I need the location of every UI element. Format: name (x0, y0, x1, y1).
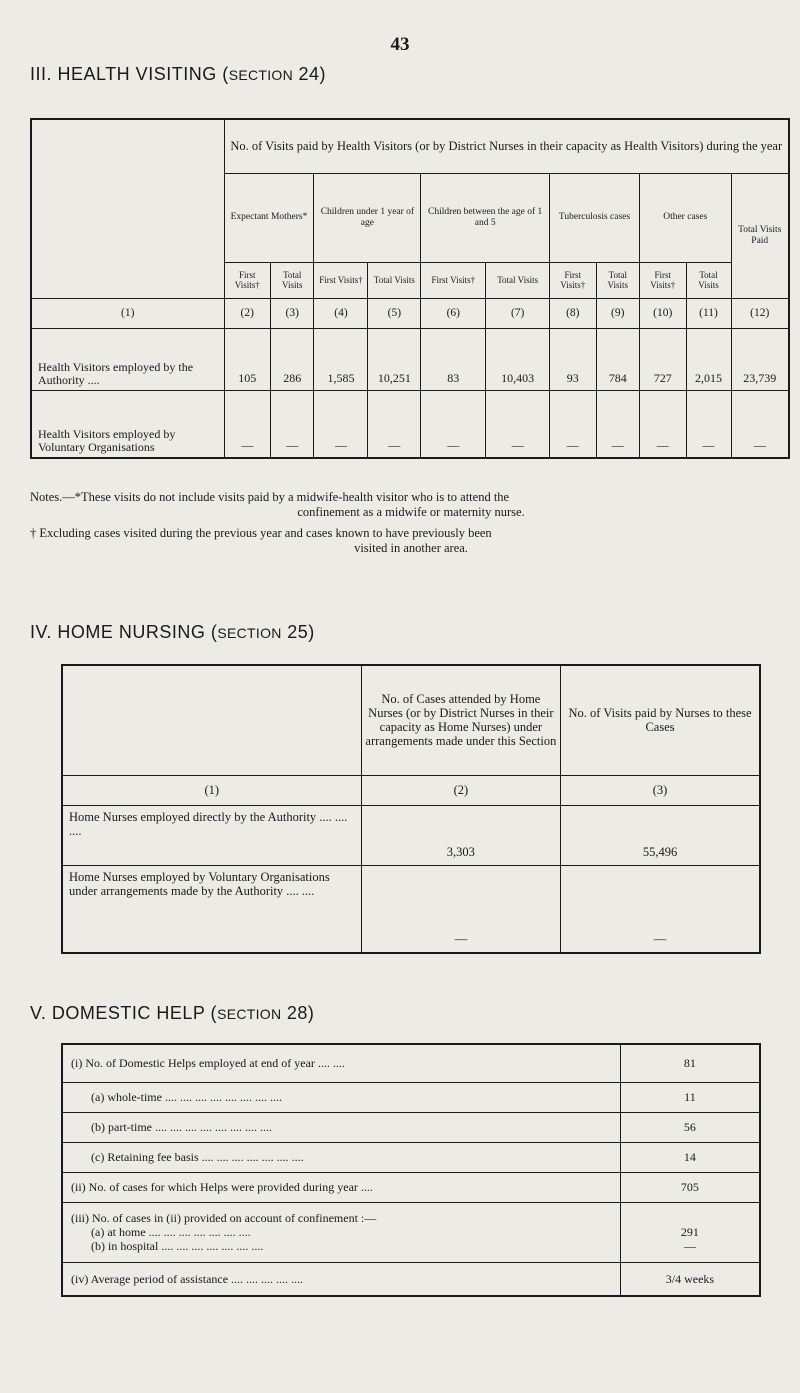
row-label: (c) Retaining fee basis .... .... .... .... .... .... .... (62, 1142, 620, 1172)
column-number: (1) (62, 775, 361, 805)
table-notes (30, 490, 792, 562)
column-number: (9) (596, 298, 639, 328)
group-header-tuberculosis: Tuberculosis cases (550, 173, 640, 262)
total-visits-header: Total Visits Paid (731, 173, 789, 298)
table-cell: 81 (620, 1044, 760, 1082)
table-cell: 105 (224, 328, 271, 390)
column-number: (11) (686, 298, 731, 328)
table-cell: — (731, 390, 789, 458)
table-cell: — (596, 390, 639, 458)
table-cell: — (361, 865, 560, 953)
table-cell: — (486, 390, 550, 458)
table-cell: 23,739 (731, 328, 789, 390)
table-row (31, 328, 789, 390)
row-label (62, 1202, 620, 1262)
sub-total-visits: Total Visits (686, 262, 731, 298)
table-cell: 10,251 (368, 328, 421, 390)
table-cell: — (271, 390, 314, 458)
table-cell: 3,303 (361, 805, 560, 865)
table-cell (620, 1202, 760, 1262)
table-cell: 14 (620, 1142, 760, 1172)
table-cell: 3/4 weeks (620, 1262, 760, 1296)
group-header-under-1: Children under 1 year of age (314, 173, 421, 262)
row-label: Health Visitors employed by the Authority .... (31, 328, 224, 390)
column-number: (6) (421, 298, 486, 328)
row-label-line: (b) in hospital .... .... .... .... .... .... .... (91, 1239, 264, 1253)
table-row (62, 1262, 760, 1296)
column-number: (10) (640, 298, 687, 328)
cases-attended-header: No. of Cases attended by Home Nurses (or by District Nurses in their capacity as Home Nurses) under arrangements made under this Section (361, 665, 560, 775)
row-label: (iv) Average period of assistance .... .... .... .... .... (62, 1262, 620, 1296)
table-cell: 10,403 (486, 328, 550, 390)
table-row (62, 1172, 760, 1202)
table-cell: 11 (620, 1082, 760, 1112)
table-row (62, 865, 760, 953)
row-label-line: (iii) No. of cases in (ii) provided on account of confinement :— (71, 1211, 377, 1225)
column-number: (8) (550, 298, 597, 328)
sub-total-visits: Total Visits (368, 262, 421, 298)
sub-total-visits: Total Visits (271, 262, 314, 298)
sub-total-visits: Total Visits (486, 262, 550, 298)
column-number: (2) (361, 775, 560, 805)
page-number: 43 (390, 34, 410, 55)
column-number: (12) (731, 298, 789, 328)
table-cell: — (686, 390, 731, 458)
table-row (62, 1202, 760, 1262)
visits-paid-header: No. of Visits paid by Nurses to these Cases (561, 665, 760, 775)
table-cell: — (368, 390, 421, 458)
group-header-other: Other cases (640, 173, 732, 262)
table-cell: 55,496 (561, 805, 760, 865)
column-number: (1) (31, 298, 224, 328)
sub-first-visits: First Visits† (550, 262, 597, 298)
table-cell: — (640, 390, 687, 458)
cell-value: 291 (680, 1225, 699, 1239)
home-nursing-table (61, 664, 761, 954)
blank-corner-cell (62, 665, 361, 775)
row-label: Home Nurses employed directly by the Authority .... .... .... (62, 805, 361, 865)
section-5-heading: V. DOMESTIC HELP (SECTION 28) (30, 1003, 315, 1023)
table-row (62, 1044, 760, 1082)
table-cell: 784 (596, 328, 639, 390)
section-4-heading: IV. HOME NURSING (SECTION 25) (30, 622, 315, 642)
table-row (31, 390, 789, 458)
row-label: Health Visitors employed by Voluntary Organisations (31, 390, 224, 458)
column-number: (3) (561, 775, 760, 805)
row-label: Home Nurses employed by Voluntary Organisations under arrangements made by the Authority .... .... (62, 865, 361, 953)
domestic-help-table (61, 1043, 761, 1297)
table-row (62, 805, 760, 865)
group-header-expectant: Expectant Mothers* (224, 173, 314, 262)
table-cell: 705 (620, 1172, 760, 1202)
column-number: (7) (486, 298, 550, 328)
table-cell: — (224, 390, 271, 458)
table-cell: 1,585 (314, 328, 368, 390)
row-label: (ii) No. of cases for which Helps were provided during year .... (62, 1172, 620, 1202)
sub-first-visits: First Visits† (314, 262, 368, 298)
table-cell: 83 (421, 328, 486, 390)
table-row (62, 1142, 760, 1172)
column-number: (4) (314, 298, 368, 328)
table-cell: 56 (620, 1112, 760, 1142)
table-cell: 727 (640, 328, 687, 390)
sub-first-visits: First Visits† (640, 262, 687, 298)
sub-first-visits: First Visits† (421, 262, 486, 298)
note-1: Notes.—*These visits do not include visits paid by a midwife-health visitor who is to attend the (30, 490, 510, 504)
row-label: (b) part-time .... .... .... .... .... .... .... .... (62, 1112, 620, 1142)
cell-value-2: — (683, 1239, 696, 1253)
sub-first-visits: First Visits† (224, 262, 271, 298)
row-label: (a) whole-time .... .... .... .... .... .... .... .... (62, 1082, 620, 1112)
table-cell: 2,015 (686, 328, 731, 390)
table-cell: — (550, 390, 597, 458)
table-row (62, 1082, 760, 1112)
top-header: No. of Visits paid by Health Visitors (or by District Nurses in their capacity as Health Visitors) during the year (224, 119, 789, 173)
note-2-continued: visited in another area. (354, 541, 468, 555)
blank-corner-cell (31, 119, 224, 298)
column-number: (3) (271, 298, 314, 328)
note-1-continued: confinement as a midwife or maternity nurse. (297, 505, 525, 519)
health-visiting-table (30, 118, 790, 459)
sub-total-visits: Total Visits (596, 262, 639, 298)
table-cell: — (561, 865, 760, 953)
section-3-heading: III. HEALTH VISITING (SECTION 24) (30, 64, 327, 84)
table-cell: 286 (271, 328, 314, 390)
column-number: (2) (224, 298, 271, 328)
table-row (62, 1112, 760, 1142)
group-header-1-to-5: Children between the age of 1 and 5 (421, 173, 550, 262)
note-2: † Excluding cases visited during the previous year and cases known to have previously been (30, 526, 492, 540)
table-cell: — (314, 390, 368, 458)
column-number: (5) (368, 298, 421, 328)
row-label: (i) No. of Domestic Helps employed at end of year .... .... (62, 1044, 620, 1082)
table-cell: — (421, 390, 486, 458)
table-cell: 93 (550, 328, 597, 390)
row-label-line: (a) at home .... .... .... .... .... .... .... (91, 1225, 251, 1239)
